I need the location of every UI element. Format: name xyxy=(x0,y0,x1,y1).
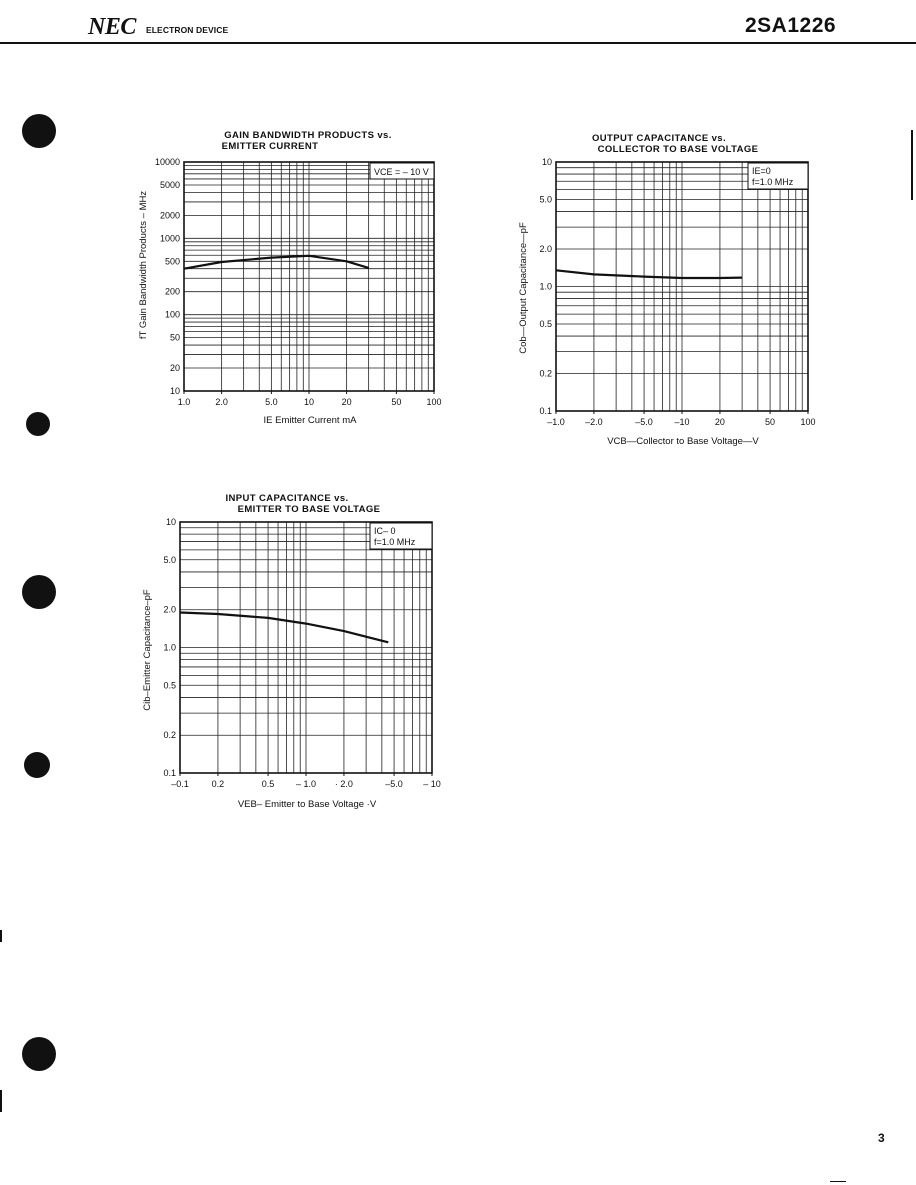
y-axis-label: fT Gain Bandwidth Products – MHz xyxy=(138,190,149,340)
y-tick-label: 10 xyxy=(165,517,176,527)
x-tick-label: – 10 xyxy=(423,779,441,789)
x-tick-label: 0.2 xyxy=(211,779,225,789)
x-tick-label: 100 xyxy=(800,417,816,427)
x-tick-label: 1.0 xyxy=(177,397,191,407)
legend-text: VCE = – 10 V xyxy=(374,167,429,177)
y-tick-label: 1000 xyxy=(159,233,180,244)
y-tick-label: 10 xyxy=(169,386,180,396)
nec-logo: NEC xyxy=(88,14,136,40)
y-tick-label: 5000 xyxy=(159,179,180,190)
y-tick-label: 10 xyxy=(541,157,552,167)
chart-title-line-2: EMITTER CURRENT xyxy=(221,141,319,152)
y-tick-label: 500 xyxy=(164,256,180,267)
x-tick-label: –2.0 xyxy=(585,417,603,427)
y-tick-label: 1.0 xyxy=(163,642,176,653)
x-axis-label: IE Emitter Current mA xyxy=(263,415,357,426)
chart-title-line-1: INPUT CAPACITANCE vs. xyxy=(225,493,349,504)
x-tick-label: 50 xyxy=(765,417,776,427)
x-axis-label: VEB– Emitter to Base Voltage ·V xyxy=(237,799,377,810)
x-tick-label: 20 xyxy=(714,417,725,427)
y-tick-label: 20 xyxy=(169,363,180,374)
y-tick-label: 2000 xyxy=(159,210,180,221)
chart-title-line-2: COLLECTOR TO BASE VOLTAGE xyxy=(597,144,759,155)
legend-text: IC– 0 xyxy=(374,526,396,536)
y-tick-label: 0.1 xyxy=(539,406,552,416)
x-tick-label: –10 xyxy=(674,417,690,427)
y-tick-label: 100 xyxy=(164,309,180,320)
x-axis-label: VCB—Collector to Base Voltage—V xyxy=(607,436,759,447)
y-tick-label: 1.0 xyxy=(539,281,552,292)
y-tick-label: 200 xyxy=(164,286,180,297)
x-tick-label: 100 xyxy=(426,397,442,407)
y-tick-label: 0.5 xyxy=(163,680,176,691)
y-tick-label: 0.5 xyxy=(539,318,552,329)
x-tick-label: – 1.0 xyxy=(295,779,317,789)
x-tick-label: –0.1 xyxy=(171,779,189,789)
x-tick-label: 0.5 xyxy=(261,779,275,789)
y-tick-label: 0.1 xyxy=(163,768,176,778)
x-tick-label: · 2.0 xyxy=(334,779,353,789)
part-number: 2SA1226 xyxy=(745,14,837,37)
chart-title-line-1: GAIN BANDWIDTH PRODUCTS vs. xyxy=(224,130,392,141)
y-tick-label: 5.0 xyxy=(163,554,176,565)
y-tick-label: 5.0 xyxy=(539,194,552,205)
legend-text: IE=0 xyxy=(752,166,771,176)
legend-text: f=1.0 MHz xyxy=(374,537,416,547)
chart-title-line-2: EMITTER TO BASE VOLTAGE xyxy=(237,504,381,515)
x-tick-label: 20 xyxy=(341,397,352,407)
y-tick-label: 2.0 xyxy=(539,244,552,255)
x-tick-label: –5.0 xyxy=(385,779,403,789)
x-tick-label: 2.0 xyxy=(215,397,228,407)
chart-title-line-1: OUTPUT CAPACITANCE vs. xyxy=(591,133,727,144)
x-tick-label: 50 xyxy=(391,397,402,407)
y-tick-label: 0.2 xyxy=(163,730,176,741)
x-tick-label: 5.0 xyxy=(265,397,278,407)
y-tick-label: 50 xyxy=(169,332,180,343)
x-tick-label: –1.0 xyxy=(547,417,565,427)
series-line xyxy=(180,613,388,643)
y-tick-label: 2.0 xyxy=(163,604,176,615)
y-tick-label: 10000 xyxy=(154,157,180,167)
legend-text: f=1.0 MHz xyxy=(752,177,794,187)
brand-subtitle: ELECTRON DEVICE xyxy=(146,25,229,35)
y-tick-label: 0.2 xyxy=(539,368,552,379)
x-tick-label: –5.0 xyxy=(635,417,653,427)
y-axis-label: Cob—Output Capacitance—pF xyxy=(518,222,529,354)
x-tick-label: 10 xyxy=(303,397,315,407)
page-number: 3 xyxy=(878,1131,885,1145)
y-axis-label: Cib–Emitter Capacitance–pF xyxy=(142,589,153,711)
